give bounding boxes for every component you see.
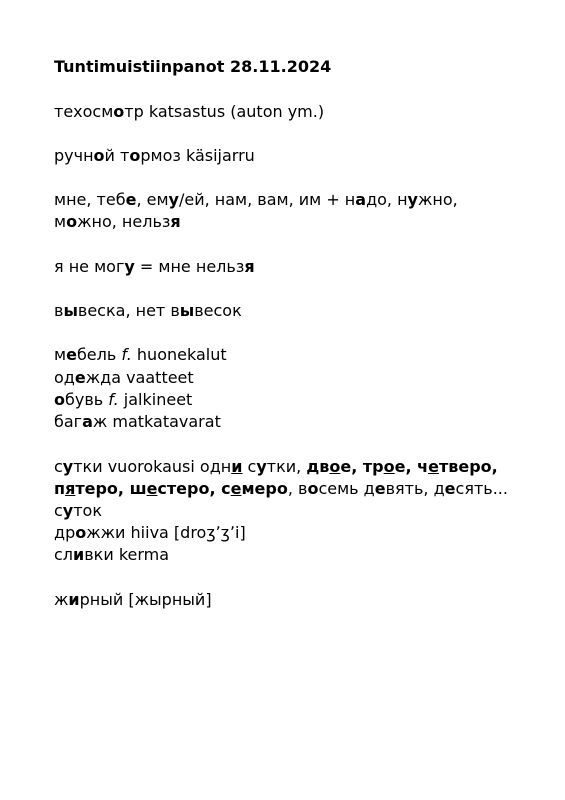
text-run: у [62,501,74,520]
note-line-12 [54,478,508,500]
text-run: й т [104,146,130,165]
text-run: мне, теб [54,190,126,209]
text-run: жно, нельз [77,212,171,231]
text-run: jalkineet [118,390,193,409]
text-run: , в [287,479,308,498]
text-run: ручн [54,146,94,165]
text-run: о [75,523,87,542]
text-run: в [54,301,64,320]
text-run: о [66,212,78,231]
text-run: и [73,545,85,564]
text-run: о [54,390,65,409]
text-run: тки vuorokausi одн [73,457,232,476]
text-run: м [54,345,67,364]
text-run: сять... [455,479,508,498]
text-run: баг [54,412,83,431]
text-run: f. [121,345,132,364]
text-run: жда vaatteet [85,368,194,387]
text-run: с [54,457,63,476]
note-line-5 [54,256,255,278]
text-run: f. [108,390,119,409]
text-run: huonekalut [131,345,227,364]
text-run: а [355,190,367,209]
text-run: вять, д [385,479,445,498]
text-run: ы [63,301,78,320]
text-run: стеро, с [157,479,231,498]
text-run: е [74,368,86,387]
text-run: о [129,146,141,165]
text-run: сл [54,545,74,564]
note-line-8 [54,367,194,389]
note-line-16 [54,589,212,611]
note-line-4 [54,211,181,233]
text-run: у [407,190,418,209]
text-run: дв [306,457,330,476]
text-run: вки kerma [84,545,170,564]
text-run: у [62,457,74,476]
text-run: , ем [136,190,169,209]
note-line-10 [54,411,221,433]
text-run: п [54,479,66,498]
text-run: др [54,523,76,542]
text-run: я [244,257,255,276]
text-run: я [65,479,76,498]
text-run: бель [76,345,122,364]
text-run: е [146,479,158,498]
text-run: теро, ш [75,479,147,498]
text-run: жно, [417,190,458,209]
text-run: е [125,190,137,209]
text-run: /ей, нам, вам, им + н [178,190,356,209]
text-run: е [428,457,439,476]
text-run: у [256,457,267,476]
text-run: од [54,368,75,387]
text-run: ток [73,501,103,520]
note-line-7 [54,344,227,366]
text-run: ж matkatavarat [92,412,221,431]
text-run: весок [194,301,242,320]
note-line-3 [54,189,458,211]
text-run: ы [179,301,195,320]
text-run: и [231,457,243,476]
text-run: меро [241,479,288,498]
text-run: и [68,590,80,609]
text-run: ж [54,590,69,609]
text-run: о [93,146,105,165]
text-run: с [242,457,257,476]
note-line-15 [54,544,169,566]
note-line-6 [54,300,242,322]
note-line-1 [54,101,324,123]
text-run: техосм [54,102,114,121]
text-run: рмоз käsijarru [140,146,255,165]
note-line-9 [54,389,192,411]
text-run: тверо, [438,457,498,476]
text-run: о [329,457,341,476]
note-line-2 [54,145,255,167]
text-run: я не мог [54,257,125,276]
text-run: е [230,479,242,498]
text-run: е [66,345,77,364]
text-run: о [307,479,319,498]
text-run: тки, [266,457,307,476]
text-run: е, тр [340,457,384,476]
text-run: у [124,257,135,276]
text-run: до, н [366,190,408,209]
note-line-14 [54,522,246,544]
text-run: о [383,457,395,476]
text-run: е [374,479,386,498]
text-run: = мне нельз [134,257,245,276]
text-run: с [54,501,63,520]
text-run: о [113,102,125,121]
text-run: е [444,479,456,498]
text-run: бувь [65,390,109,409]
text-run: а [82,412,93,431]
text-run: е, ч [394,457,429,476]
text-run: семь д [318,479,375,498]
text-run: я [170,212,181,231]
note-line-11 [54,456,498,478]
page-title: Tuntimuistiinpanot 28.11.2024 [54,57,332,76]
text-run: у [168,190,179,209]
text-run: жжи hiiva [droʒʼʒʼi] [86,523,246,542]
text-run: веска, нет в [77,301,180,320]
text-run: м [54,212,67,231]
text-run: тр katsastus (auton ym.) [124,102,325,121]
text-run: рный [жырный] [79,590,212,609]
note-line-13 [54,500,102,522]
